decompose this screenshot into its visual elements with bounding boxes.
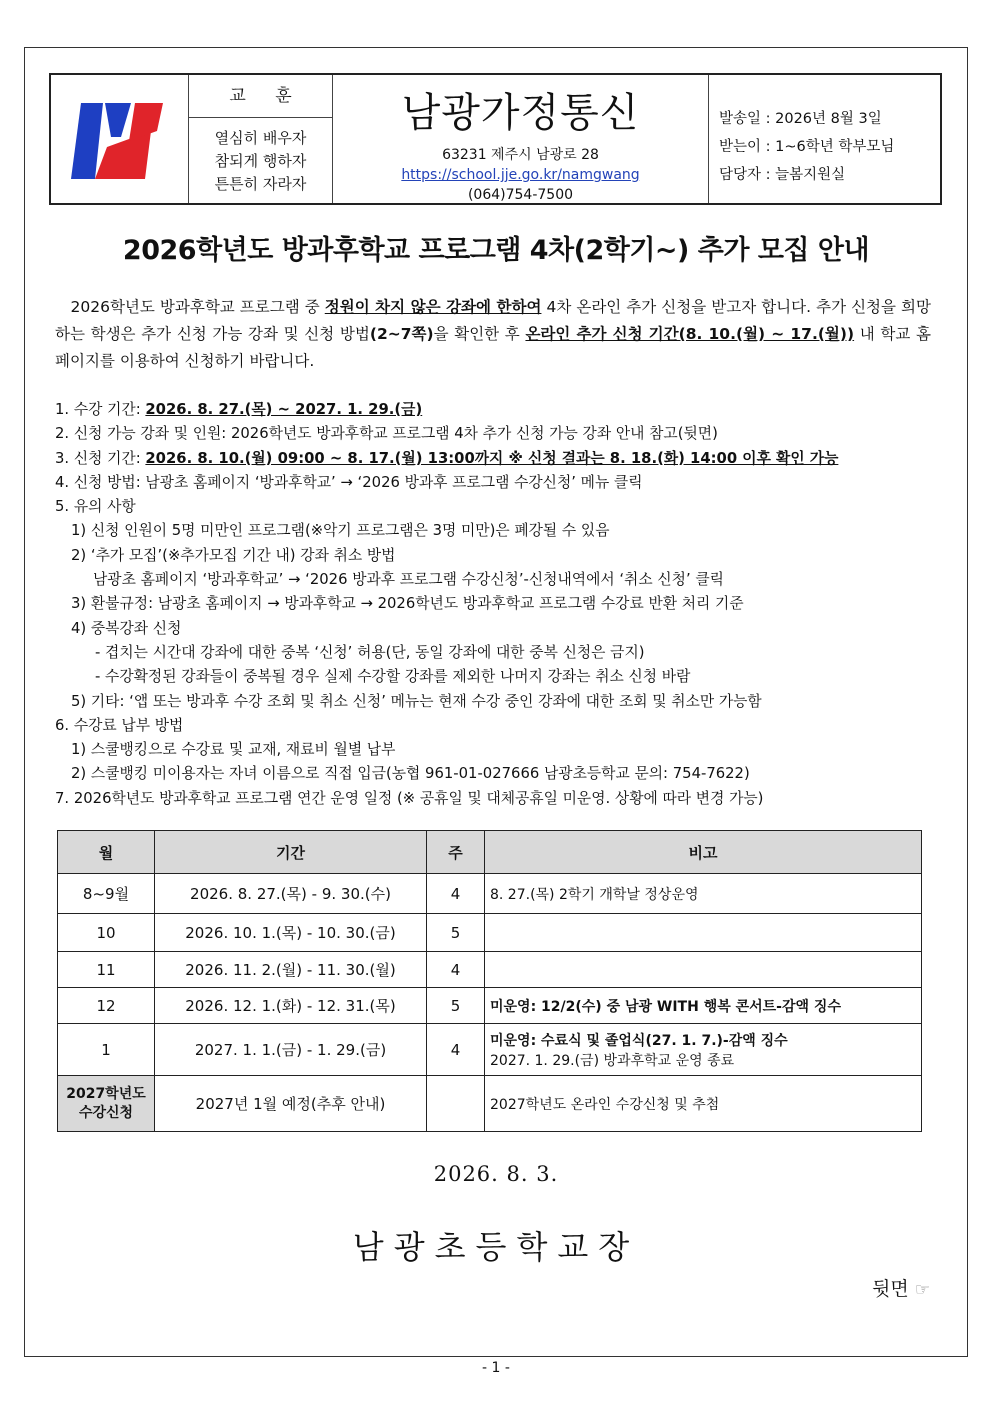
motto-line: 참되게 행하자 <box>214 152 307 170</box>
school-homepage-link[interactable]: https://school.jje.go.kr/namgwang <box>401 167 640 183</box>
note-cell: 미운영: 12/2(수) 중 남광 WITH 행복 콘서트-감액 징수 <box>485 988 922 1024</box>
list-subitem: 5) 기타: ‘앱 또는 방과후 수강 조회 및 취소 신청’ 메뉴는 현재 수강 중인 강좌에 대한 조회 및 취소만 가능함 <box>71 692 762 710</box>
school-address: 63231 제주시 남광로 28 <box>442 147 599 163</box>
motto-line: 튼튼히 자라자 <box>214 175 307 193</box>
table-row <box>58 1076 922 1132</box>
list-item: 5. 유의 사항 <box>55 498 136 516</box>
month-cell: 1 <box>58 1024 155 1076</box>
newsletter-title-cell <box>333 75 709 203</box>
notice-list <box>55 398 945 811</box>
motto-title: 교 훈 <box>189 75 332 118</box>
table-row <box>58 874 922 914</box>
list-item: 4. 신청 방법: 남광초 홈페이지 ‘방과후학교’ → ‘2026 방과후 프로그램 수강신청’ 메뉴 클릭 <box>55 473 643 491</box>
motto-cell <box>189 75 333 203</box>
document-title: 2026학년도 방과후학교 프로그램 4차(2학기~) 추가 모집 안내 <box>122 235 870 266</box>
period-cell: 2026. 12. 1.(화) - 12. 31.(목) <box>155 988 427 1024</box>
motto-lines <box>189 127 332 196</box>
list-item: 3. 신청 기간: 2026. 8. 10.(월) 09:00 ~ 8. 17.(월) 13:00까지 ※ 신청 결과는 8. 18.(화) 14:00 이후 확인 가능 <box>55 449 839 467</box>
period-cell: 2026. 10. 1.(목) - 10. 30.(금) <box>155 914 427 952</box>
school-logo-cell <box>51 75 189 203</box>
issue-date-footer: 2026. 8. 3. <box>433 1162 559 1186</box>
note-cell <box>485 914 922 952</box>
back-page-indicator: 뒷면 ☞ <box>871 1278 930 1300</box>
table-row <box>58 914 922 952</box>
table-row <box>58 988 922 1024</box>
issue-date: 발송일 : 2026년 8월 3일 <box>719 111 882 127</box>
pointing-hand-icon: ☞ <box>914 1280 930 1300</box>
column-header: 기간 <box>155 831 427 874</box>
list-subitem: 2) ‘추가 모집’(※추가모집 기간 내) 강좌 취소 방법 <box>71 546 396 564</box>
column-header: 월 <box>58 831 155 874</box>
meta-cell <box>709 75 940 203</box>
principal-signature: 남광초등학교장 <box>352 1228 640 1266</box>
school-logo-icon <box>51 75 189 203</box>
newsletter-title: 남광가정통신 <box>401 90 640 136</box>
month-cell: 10 <box>58 914 155 952</box>
table-header-row <box>58 831 922 874</box>
month-cell: 12 <box>58 988 155 1024</box>
period-cell: 2026. 11. 2.(월) - 11. 30.(월) <box>155 952 427 988</box>
intro-period: 온라인 추가 신청 기간(8. 10.(월) ~ 17.(월)) <box>525 325 855 343</box>
period-cell: 2027년 1월 예정(추후 안내) <box>155 1076 427 1132</box>
intro-emphasis: 정원이 차지 않은 강좌에 한하여 <box>324 298 542 316</box>
list-subitem: 3) 환불규정: 남광초 홈페이지 → 방과후학교 → 2026학년도 방과후학교 프로그램 수강료 반환 처리 기준 <box>71 595 744 613</box>
intro-paragraph: 2026학년도 방과후학교 프로그램 중 정원이 차지 않은 강좌에 한하여 4차 온라인 추가 신청을 받고자 합니다. 추가 신청을 희망하는 학생은 추가 신청 가능 강좌 및 신청 방법(2~7쪽)을 확인한 후 온라인 추가 신청 기간(8. 10.(월) ~ 17.(월)) 내 학교 홈페이지를 이용하여 신청하기 바랍니다. <box>55 298 931 370</box>
recipients: 받는이 : 1~6학년 학부모님 <box>719 139 895 155</box>
period-cell: 2026. 8. 27.(목) - 9. 30.(수) <box>155 874 427 914</box>
list-subitem-detail: 남광초 홈페이지 ‘방과후학교’ → ‘2026 방과후 프로그램 수강신청’-신청내역에서 ‘취소 신청’ 클릭 <box>93 571 724 589</box>
month-cell: 2027학년도 수강신청 <box>58 1076 155 1132</box>
schedule-table <box>57 830 922 1132</box>
weeks-cell: 4 <box>427 874 485 914</box>
list-subitem: 1) 스쿨뱅킹으로 수강료 및 교재, 재료비 월별 납부 <box>71 741 396 759</box>
note-cell: 2027학년도 온라인 수강신청 및 추첨 <box>485 1076 922 1132</box>
list-subitem: 1) 신청 인원이 5명 미만인 프로그램(※악기 프로그램은 3명 미만)은 폐강될 수 있음 <box>71 522 610 540</box>
weeks-cell: 4 <box>427 1024 485 1076</box>
month-cell: 11 <box>58 952 155 988</box>
list-subitem: 2) 스쿨뱅킹 미이용자는 자녀 이름으로 직접 입금(농협 961-01-027666 남광초등학교 문의: 754-7622) <box>71 765 750 783</box>
school-phone: (064)754-7500 <box>467 187 574 203</box>
column-header: 주 <box>427 831 485 874</box>
weeks-cell <box>427 1076 485 1132</box>
note-cell: 미운영: 수료식 및 졸업식(27. 1. 7.)-감액 징수 2027. 1. 29.(금) 방과후학교 운영 종료 <box>485 1024 922 1076</box>
column-header: 비고 <box>485 831 922 874</box>
weeks-cell: 5 <box>427 988 485 1024</box>
newsletter-header <box>49 73 942 205</box>
manager: 담당자 : 늘봄지원실 <box>719 167 846 183</box>
table-row <box>58 1024 922 1076</box>
list-subitem-detail: - 수강확정된 강좌들이 중복될 경우 실제 수강할 강좌를 제외한 나머지 강좌는 취소 신청 바람 <box>95 668 691 686</box>
list-item: 6. 수강료 납부 방법 <box>55 716 184 734</box>
table-row <box>58 952 922 988</box>
list-subitem-detail: - 겹치는 시간대 강좌에 대한 중복 ‘신청’ 허용(단, 동일 강좌에 대한 중복 신청은 금지) <box>95 643 645 661</box>
list-item: 2. 신청 가능 강좌 및 인원: 2026학년도 방과후학교 프로그램 4차 추가 신청 가능 강좌 안내 참고(뒷면) <box>55 425 718 443</box>
period-cell: 2027. 1. 1.(금) - 1. 29.(금) <box>155 1024 427 1076</box>
list-item: 7. 2026학년도 방과후학교 프로그램 연간 운영 일정 (※ 공휴일 및 대체공휴일 미운영. 상황에 따라 변경 가능) <box>55 789 764 807</box>
page-number: - 1 - <box>482 1360 510 1376</box>
month-cell: 8~9월 <box>58 874 155 914</box>
weeks-cell: 5 <box>427 914 485 952</box>
list-item: 1. 수강 기간: 2026. 8. 27.(목) ~ 2027. 1. 29.(금) <box>55 401 423 418</box>
note-cell <box>485 952 922 988</box>
school-contact <box>333 145 708 205</box>
motto-line: 열심히 배우자 <box>214 129 307 147</box>
weeks-cell: 4 <box>427 952 485 988</box>
note-cell: 8. 27.(목) 2학기 개학날 정상운영 <box>485 874 922 914</box>
list-subitem: 4) 중복강좌 신청 <box>71 619 182 637</box>
